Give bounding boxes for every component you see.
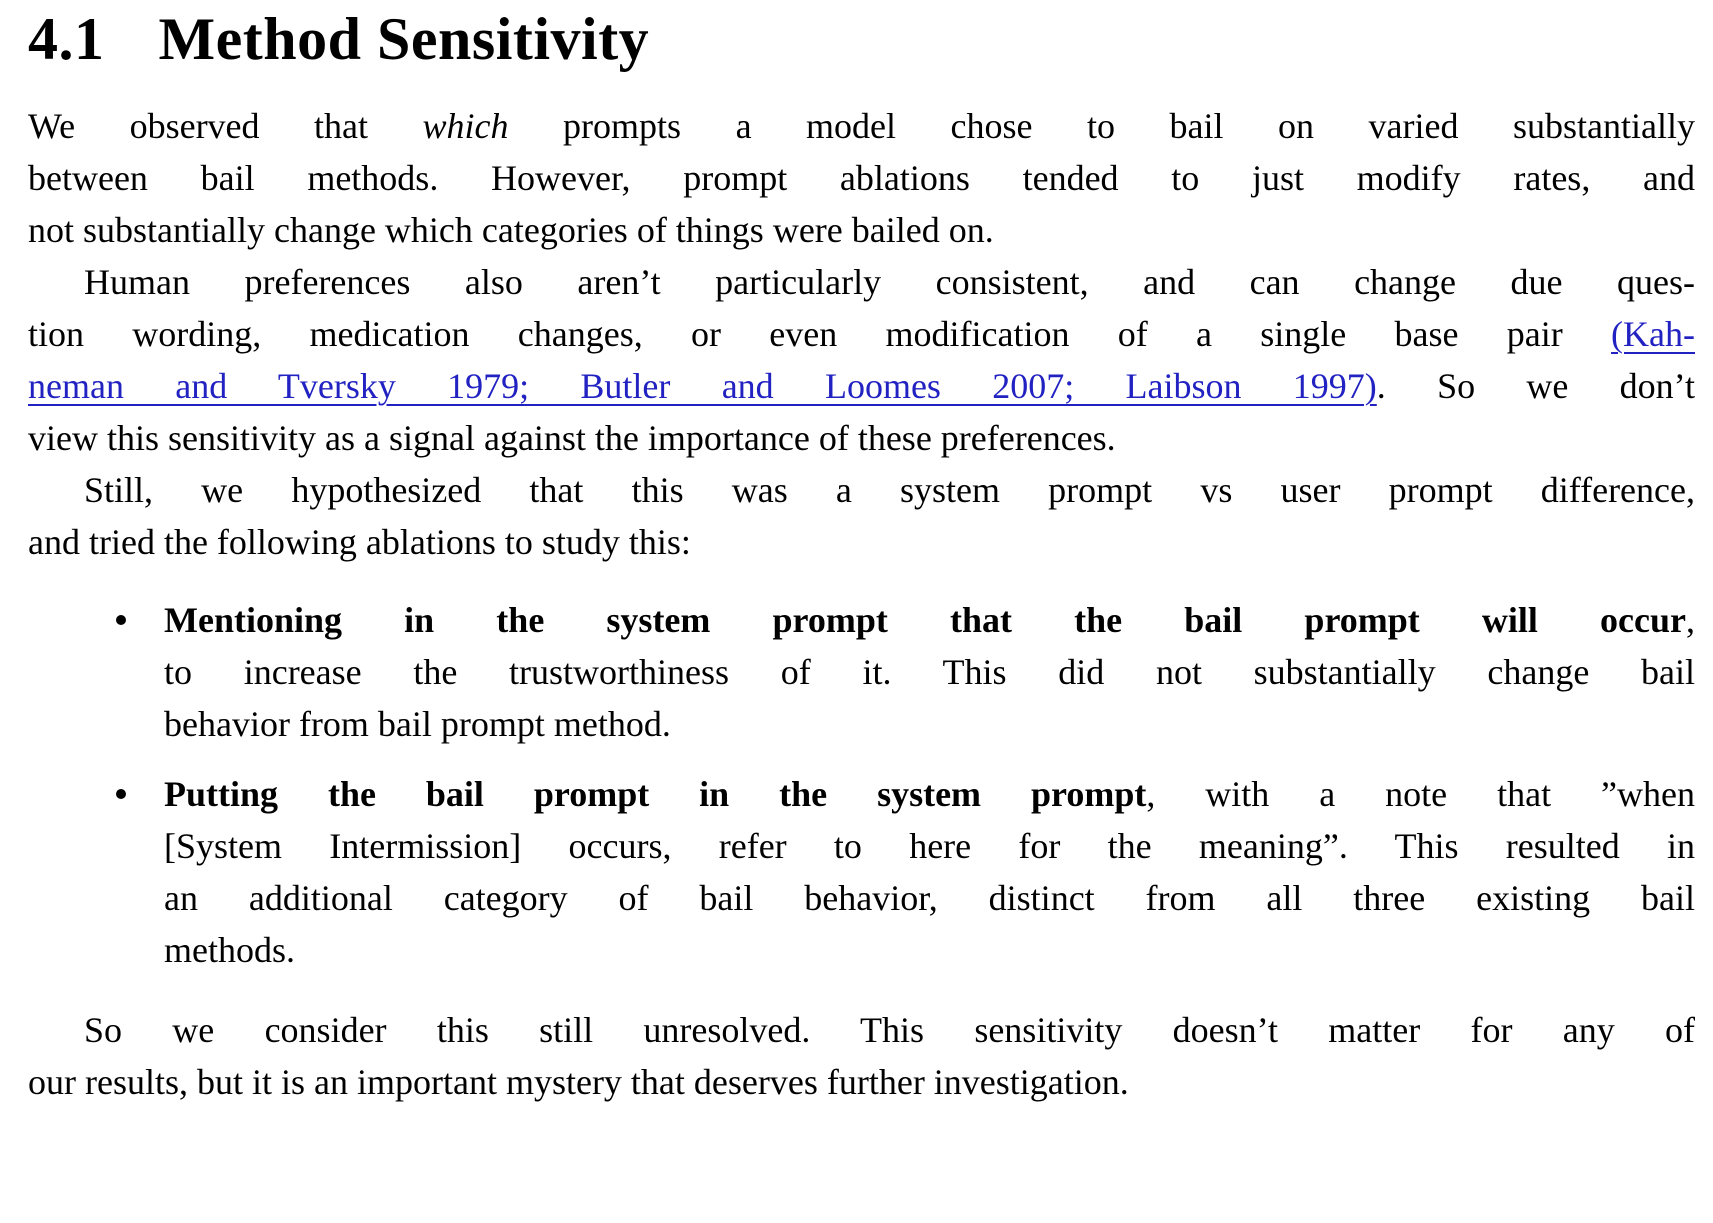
text-line — [28, 100, 1695, 152]
list-item — [28, 594, 1695, 750]
text-segment: methods. — [164, 930, 295, 970]
section-title: Method Sensitivity — [158, 6, 650, 72]
citation-link[interactable]: (Kah- — [1611, 314, 1695, 354]
paragraph — [28, 464, 1695, 568]
text-segment: between bail methods. However, prompt ablations tended to just modify rates, and — [28, 158, 1695, 198]
text-segment: to increase the trustworthiness of it. This did not substantially change bail — [164, 652, 1695, 692]
text-line — [164, 698, 1695, 750]
text-segment: not substantially change which categories of things were bailed on. — [28, 210, 994, 250]
text-segment: tion wording, medication changes, or even modification of a single base pair — [28, 314, 1612, 354]
bullet-icon — [116, 789, 126, 799]
text-segment: Human preferences also aren’t particularly consistent, and can change due ques- — [84, 262, 1695, 302]
text-line — [28, 152, 1695, 204]
text-line — [28, 412, 1695, 464]
text-line — [28, 1004, 1695, 1056]
text-line — [28, 464, 1695, 516]
text-line — [164, 768, 1695, 820]
text-line — [164, 820, 1695, 872]
text-segment: our results, but it is an important mystery that deserves further investigation. — [28, 1062, 1129, 1102]
text-line — [28, 308, 1695, 360]
text-line — [28, 360, 1695, 412]
text-segment: which — [422, 106, 509, 146]
text-segment: [System Intermission] occurs, refer to here for the meaning”. This resulted in — [164, 826, 1695, 866]
text-segment: prompts a model chose to bail on varied substantially — [508, 106, 1695, 146]
text-line — [28, 256, 1695, 308]
text-line — [164, 594, 1695, 646]
paragraph — [28, 1004, 1695, 1108]
text-line — [164, 924, 1695, 976]
bullet-icon — [116, 615, 126, 625]
text-segment: an additional category of bail behavior, distinct from all three existing bail — [164, 878, 1695, 918]
text-segment: Still, we hypothesized that this was a system prompt vs user prompt difference, — [84, 470, 1695, 510]
citation-link[interactable]: neman and Tversky 1979; Butler and Loomes 2007; Laibson 1997) — [28, 366, 1377, 406]
section-number: 4.1 — [28, 6, 105, 72]
text-segment: Putting the bail prompt in the system prompt — [164, 774, 1147, 814]
text-segment: and tried the following ablations to study this: — [28, 522, 691, 562]
text-segment: behavior from bail prompt method. — [164, 704, 671, 744]
text-segment: view this sensitivity as a signal against the importance of these preferences. — [28, 418, 1116, 458]
text-segment: . So we don’t — [1376, 366, 1695, 406]
paragraph — [28, 100, 1695, 256]
content — [28, 100, 1695, 1108]
list-item — [28, 768, 1695, 976]
text-line — [164, 646, 1695, 698]
text-line — [28, 204, 1695, 256]
text-line — [28, 516, 1695, 568]
text-line — [164, 872, 1695, 924]
text-line — [28, 1056, 1695, 1108]
text-segment: , — [1686, 600, 1695, 640]
text-segment: Mentioning in the system prompt that the bail prompt will occur — [164, 600, 1686, 640]
paragraph — [28, 256, 1695, 464]
text-segment: , with a note that ”when — [1146, 774, 1695, 814]
text-segment: We observed that — [28, 106, 423, 146]
text-segment: So we consider this still unresolved. This sensitivity doesn’t matter for any of — [84, 1010, 1695, 1050]
section-heading — [28, 6, 1695, 72]
